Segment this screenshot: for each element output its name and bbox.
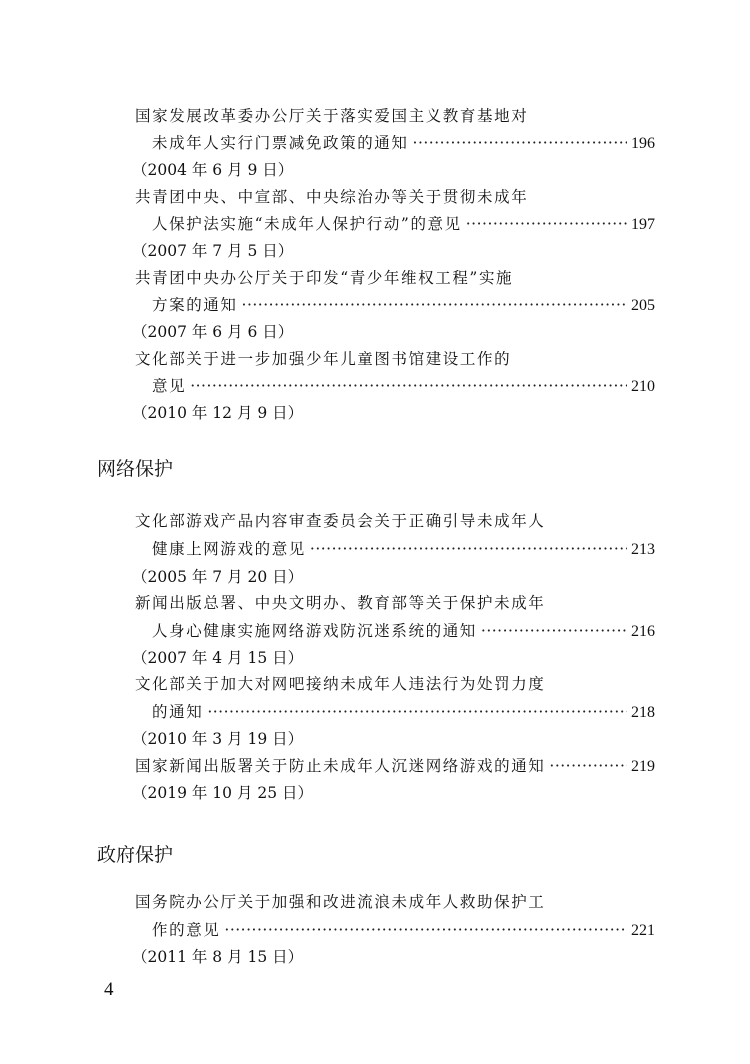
entry-date: （2010 年 3 月 19 日） xyxy=(132,730,304,748)
entry-title-line-1: 国务院办公厅关于加强和改进流浪未成年人救助保护工 xyxy=(135,893,546,911)
entry-title-line-2 xyxy=(152,131,655,155)
leader-dots xyxy=(481,619,627,643)
entry-title-line-1: 共青团中央办公厅关于印发“青少年维权工程”实施 xyxy=(135,269,514,287)
entry-title-line-1: 新闻出版总署、中央文明办、教育部等关于保护未成年 xyxy=(135,594,546,612)
entry-page-number: 196 xyxy=(631,135,655,152)
leader-dots xyxy=(207,700,627,724)
entry-page-number: 205 xyxy=(631,297,655,314)
entry-title-text: 人保护法实施“未成年人保护行动”的意见 xyxy=(152,215,462,233)
entry-title-line-2 xyxy=(152,700,655,724)
entry-title-line-2 xyxy=(152,619,655,643)
entry-page-number: 218 xyxy=(631,704,655,721)
leader-dots xyxy=(224,918,627,942)
entry-date: （2019 年 10 月 25 日） xyxy=(132,784,314,802)
entry-title-text: 作的意见 xyxy=(152,921,221,939)
entry-title-text: 意见 xyxy=(152,377,187,395)
entry-title-line-2 xyxy=(135,754,655,778)
entry-title-text: 方案的通知 xyxy=(152,296,238,314)
entry-title-line-1: 共青团中央、中宣部、中央综治办等关于贯彻未成年 xyxy=(135,188,529,206)
entry-title-line-1: 文化部关于加大对网吧接纳未成年人违法行为处罚力度 xyxy=(135,675,546,693)
entry-page-number: 197 xyxy=(631,216,655,233)
entry-title-line-1: 国家发展改革委办公厅关于落实爱国主义教育基地对 xyxy=(135,107,529,125)
entry-title-line-2 xyxy=(152,212,655,236)
leader-dots xyxy=(466,212,627,236)
entry-title-line-2 xyxy=(152,537,655,561)
entry-page-number: 213 xyxy=(631,541,655,558)
entry-title-text: 国家新闻出版署关于防止未成年人沉迷网络游戏的通知 xyxy=(135,757,546,775)
entry-page-number: 210 xyxy=(631,378,655,395)
leader-dots xyxy=(242,293,627,317)
entry-date: （2010 年 12 月 9 日） xyxy=(132,404,304,422)
entry-page-number: 219 xyxy=(631,758,655,775)
leader-dots xyxy=(310,537,627,561)
leader-dots xyxy=(413,131,627,155)
entry-title-text: 人身心健康实施网络游戏防沉迷系统的通知 xyxy=(152,622,477,640)
entry-title-text: 的通知 xyxy=(152,703,204,721)
entry-title-line-2 xyxy=(152,918,655,942)
entry-date: （2004 年 6 月 9 日） xyxy=(132,161,294,179)
entry-date: （2007 年 4 月 15 日） xyxy=(132,649,304,667)
entry-title-text: 未成年人实行门票减免政策的通知 xyxy=(152,134,409,152)
entry-page-number: 216 xyxy=(631,623,655,640)
page-number: 4 xyxy=(104,979,114,1000)
entry-title-line-2 xyxy=(152,293,655,317)
section-heading: 网络保护 xyxy=(97,458,174,480)
entry-date: （2007 年 6 月 6 日） xyxy=(132,323,294,341)
leader-dots xyxy=(549,754,627,778)
section-heading: 政府保护 xyxy=(97,844,174,866)
entry-title-line-1: 文化部游戏产品内容审查委员会关于正确引导未成年人 xyxy=(135,512,546,530)
entry-date: （2011 年 8 月 15 日） xyxy=(132,948,304,966)
entry-title-text: 健康上网游戏的意见 xyxy=(152,540,306,558)
entry-title-line-1: 文化部关于进一步加强少年儿童图书馆建设工作的 xyxy=(135,350,512,368)
entry-page-number: 221 xyxy=(631,922,655,939)
entry-date: （2005 年 7 月 20 日） xyxy=(132,568,304,586)
entry-title-line-2 xyxy=(152,374,655,398)
leader-dots xyxy=(190,374,627,398)
entry-date: （2007 年 7 月 5 日） xyxy=(132,242,294,260)
